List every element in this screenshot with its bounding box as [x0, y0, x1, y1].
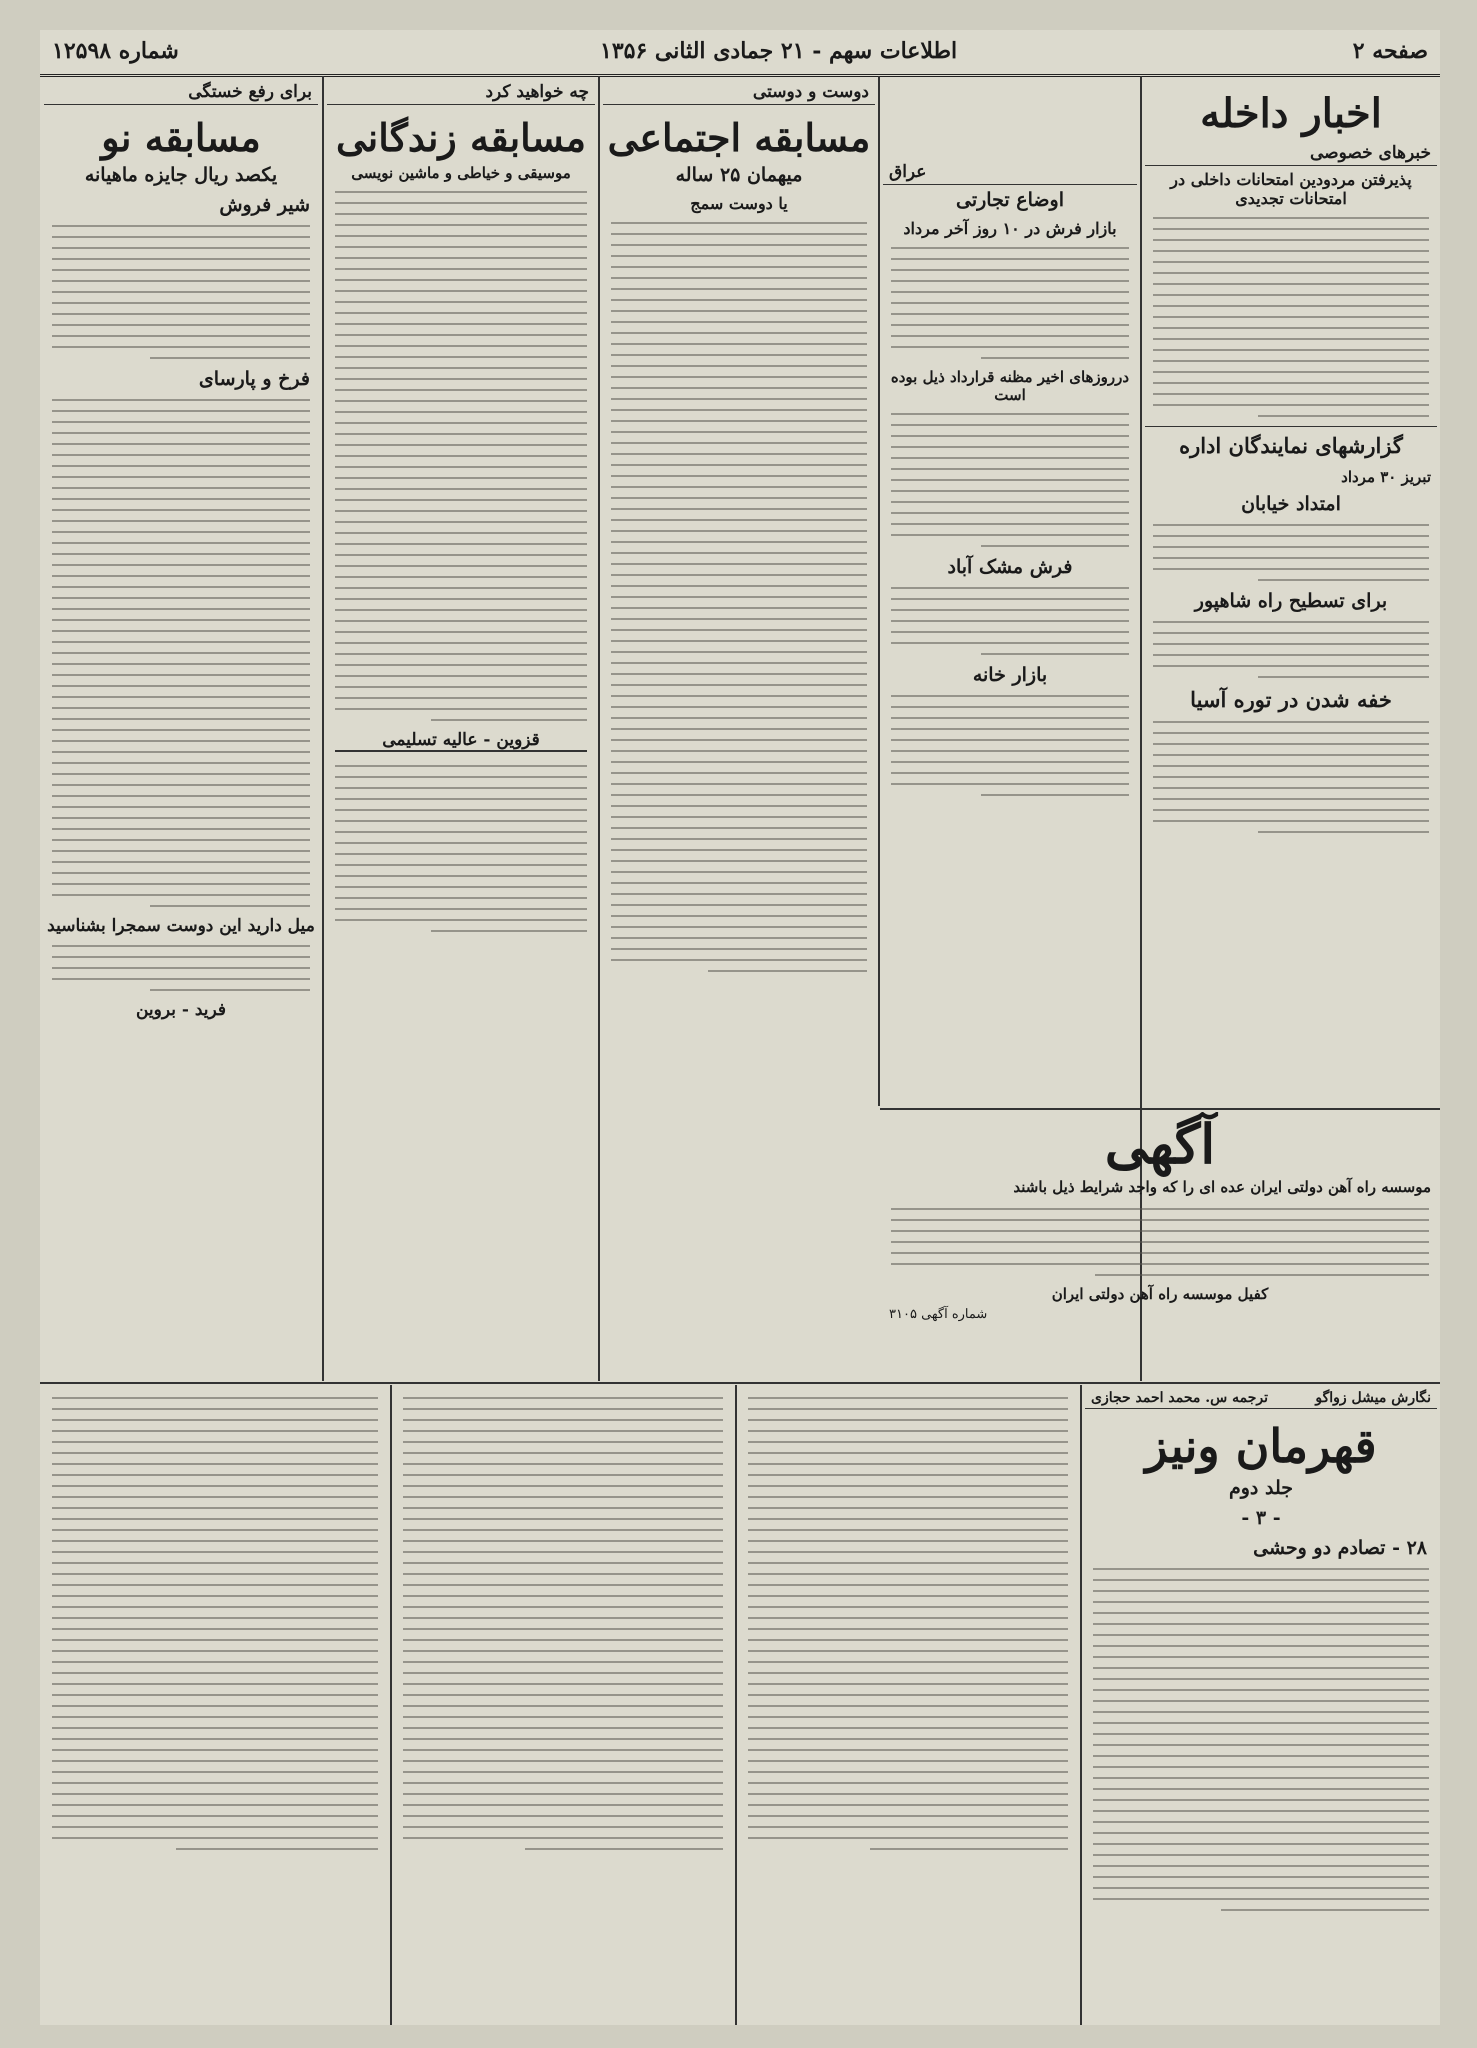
price-list — [891, 413, 1129, 547]
column-title: مسابقه زندگانی — [335, 115, 587, 160]
article-headline: خفه شدن در توره آسیا — [1190, 687, 1392, 712]
article-headline: امتداد خیابان — [1241, 493, 1341, 515]
serial-continued — [395, 1388, 731, 2020]
section-title: اخبار داخله — [1200, 90, 1382, 137]
article-body — [1153, 217, 1429, 417]
serial-text — [403, 1397, 723, 1850]
article-body — [335, 750, 587, 932]
column-rule — [1080, 1385, 1082, 2025]
serial-byline — [1085, 1388, 1437, 1409]
section-heading: خبرهای خصوصی — [1145, 141, 1437, 166]
ad-lead: موسسه راه آهن دولتی ایران عده ای را که واجد شرایط ذیل باشند — [1013, 1178, 1431, 1196]
section-rule — [880, 1108, 1440, 1110]
domestic-news-column — [1145, 80, 1437, 1100]
column-kicker: چه خواهید کرد — [327, 80, 595, 105]
ad-signature: کفیل موسسه راه آهن دولتی ایران — [1051, 1285, 1269, 1303]
article-headline: فرش مشک آباد — [947, 556, 1073, 578]
life-contest-column — [327, 80, 595, 1375]
column-title: مسابقه اجتماعی — [607, 115, 871, 160]
article-body — [891, 695, 1129, 796]
article-headline: بازار فرش در ۱۰ روز آخر مرداد — [903, 219, 1117, 238]
column-subtitle: میهمان ۲۵ ساله — [675, 164, 803, 186]
new-contest-column — [44, 80, 318, 1375]
article-headline: بازار خانه — [972, 664, 1048, 686]
column-rule — [322, 76, 324, 1381]
issue-number: شماره ۱۲۵۹۸ — [52, 38, 179, 64]
serial-volume: جلد دوم — [1228, 1477, 1294, 1499]
serial-continued — [44, 1388, 386, 2020]
article-headline: پذیرفتن مردودین امتحانات داخلی در امتحانات تجدیدی — [1170, 170, 1412, 208]
social-contest-column — [603, 80, 875, 1375]
serial-novel — [1085, 1388, 1437, 2020]
fold-rule — [40, 1382, 1440, 1384]
article-headline: میل دارید این دوست سمجرا بشناسید — [47, 916, 315, 936]
article-body — [335, 191, 587, 721]
column-kicker: دوست و دوستی — [603, 80, 875, 105]
article-body — [891, 247, 1129, 359]
article-headline: درروزهای اخیر مظنه قرارداد ذیل بوده است — [890, 368, 1130, 404]
column-subtitle: یکصد ریال جایزه ماهیانه — [84, 164, 278, 186]
article-headline: شیر فروش — [219, 194, 310, 216]
article-headline: برای تسطیح راه شاهپور — [1194, 590, 1388, 612]
advertisement — [883, 1112, 1437, 1378]
ad-title: آگهی — [1104, 1112, 1216, 1176]
article-body — [891, 587, 1129, 655]
article-body — [52, 399, 310, 907]
ad-number: شماره آگهی ۳۱۰۵ — [889, 1307, 988, 1322]
author-signature: قزوین - عالیه تسلیمی — [382, 730, 540, 750]
section-tag: عراق — [883, 160, 1137, 185]
column-rule — [390, 1385, 392, 2025]
page-header — [40, 30, 1440, 77]
chapter-heading: ۲۸ - تصادم دو وحشی — [1253, 1537, 1427, 1559]
author-tag: نگارش میشل زواگو — [1315, 1390, 1431, 1406]
section-heading: گزارشهای نمایندگان اداره — [1145, 426, 1437, 458]
author-signature: فرید - بروین — [135, 1000, 227, 1020]
article-headline: فرخ و پارسای — [198, 368, 310, 390]
column-title: مسابقه نو — [101, 115, 261, 160]
city-dateline: تبریز ۳۰ مرداد — [1341, 468, 1431, 486]
article-body — [611, 222, 867, 972]
article-body — [52, 945, 310, 991]
serial-part: - ۳ - — [1241, 1507, 1281, 1529]
column-subtitle: موسیقی و خیاطی و ماشین نویسی — [351, 164, 571, 182]
ad-body — [891, 1208, 1429, 1276]
column-rule — [598, 76, 600, 1381]
column-kicker: برای رفع خستگی — [44, 80, 318, 105]
serial-text — [52, 1397, 378, 1850]
serial-text — [748, 1397, 1068, 1850]
article-body — [52, 225, 310, 359]
article-body — [1153, 524, 1429, 581]
article-title: اوضاع تجارتی — [956, 189, 1064, 211]
serial-continued — [740, 1388, 1076, 2020]
trade-column — [883, 160, 1137, 1100]
article-body — [1153, 621, 1429, 678]
page-label: صفحه ۲ — [1352, 38, 1428, 64]
serial-title: قهرمان ونیز — [1145, 1419, 1377, 1473]
translator: ترجمه س. محمد احمد حجازی — [1091, 1390, 1268, 1406]
article-body — [1153, 721, 1429, 833]
serial-text — [1093, 1568, 1429, 1911]
column-rule — [878, 76, 880, 1106]
column-rule — [735, 1385, 737, 2025]
dateline: اطلاعات سهم - ۲۱ جمادی الثانی ۱۳۵۶ — [600, 38, 958, 64]
column-subtitle-2: یا دوست سمج — [690, 194, 788, 213]
